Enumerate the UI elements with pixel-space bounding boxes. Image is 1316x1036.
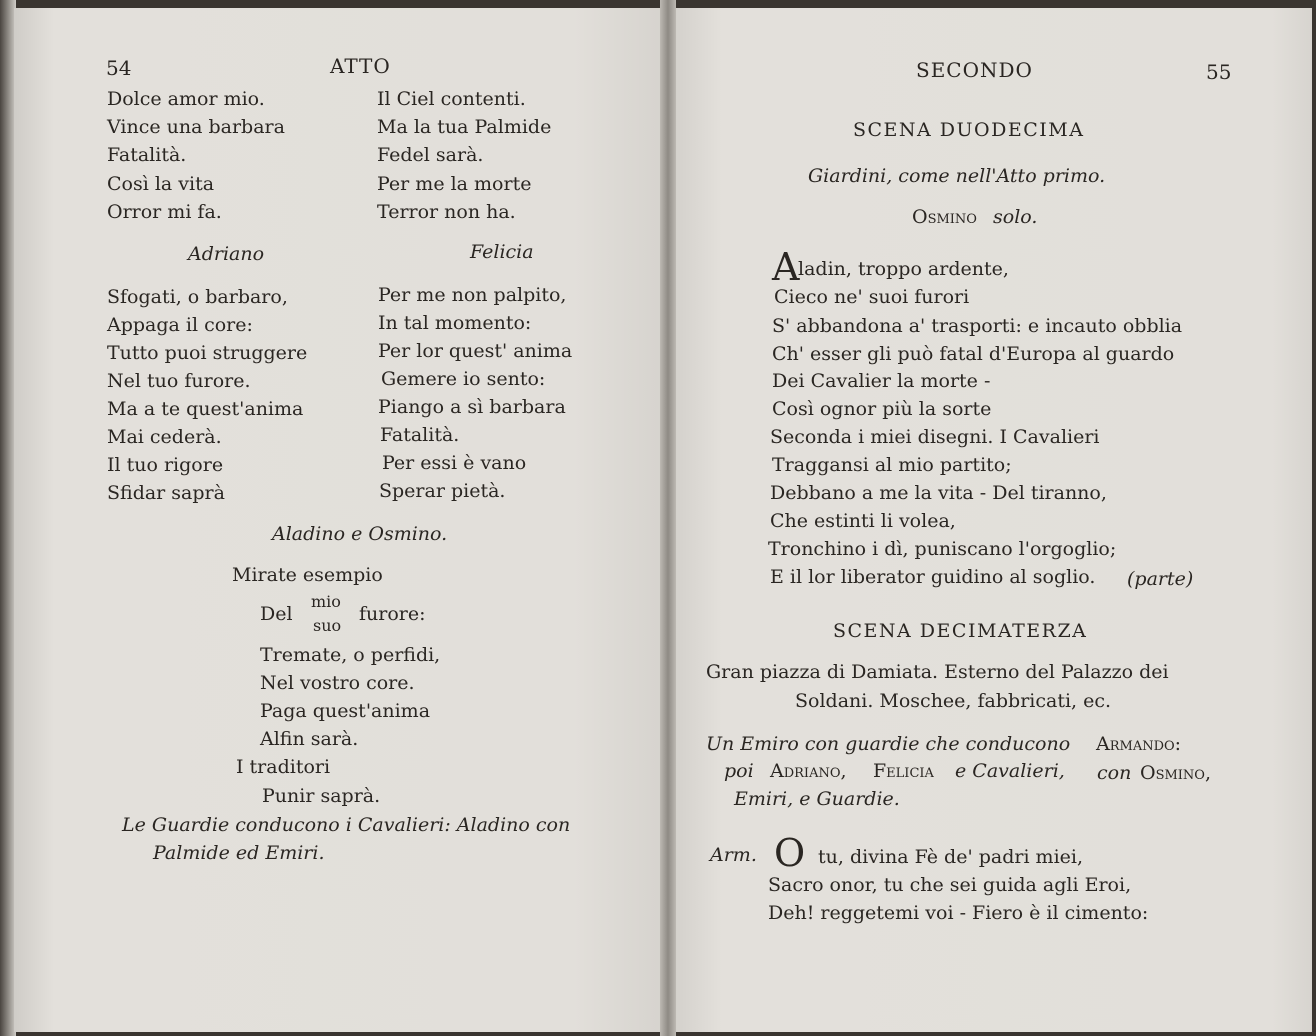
duet2-right-line: Gemere io sento: xyxy=(381,368,546,390)
duet1-left-line: Fatalità. xyxy=(107,144,187,166)
entrance-direction: Adriano, xyxy=(770,760,847,782)
monologue-line: E il lor liberator guidino al soglio. xyxy=(770,566,1096,588)
scene-12-character-note: solo. xyxy=(993,206,1038,228)
duet1-left-line: Così la vita xyxy=(107,173,215,195)
entrance-direction: con xyxy=(1097,762,1132,784)
scene-12-character: Osmino xyxy=(912,206,977,228)
duet2-right-line: Per essi è vano xyxy=(382,452,527,474)
arm-line: tu, divina Fè de' padri miei, xyxy=(818,846,1084,868)
chorus-line: Nel vostro core. xyxy=(260,672,415,694)
monologue-dropcap: A xyxy=(772,245,800,289)
entrance-direction: Emiri, e Guardie. xyxy=(734,788,900,810)
entrance-direction: poi xyxy=(724,760,754,782)
duet1-right-line: Ma la tua Palmide xyxy=(377,116,552,138)
monologue-line: Seconda i miei disegni. I Cavalieri xyxy=(770,426,1100,448)
monologue-line: Ch' esser gli può fatal d'Europa al guardo xyxy=(772,343,1175,365)
scene-12-setting: Giardini, come nell'Atto primo. xyxy=(808,165,1106,187)
monologue-line: Dei Cavalier la morte - xyxy=(772,370,991,392)
chorus-line: I traditori xyxy=(236,756,331,778)
monologue-line: Debbano a me la vita - Del tiranno, xyxy=(770,482,1107,504)
duet1-right-line: Fedel sarà. xyxy=(377,144,484,166)
duet2-right-line: Per me non palpito, xyxy=(378,284,567,306)
chorus-line: Mirate esempio xyxy=(232,564,383,586)
duet1-left-line: Vince una barbara xyxy=(107,116,285,138)
stage-heading: Aladino e Osmino. xyxy=(272,523,448,545)
arm-line: Deh! reggetemi voi - Fiero è il cimento: xyxy=(768,902,1149,924)
monologue-line: Così ognor più la sorte xyxy=(772,398,992,420)
entrance-direction: Osmino, xyxy=(1140,762,1212,784)
speaker-armando: Arm. xyxy=(710,844,757,866)
monologue-line: Cieco ne' suoi furori xyxy=(774,286,970,308)
stage-direction: Palmide ed Emiri. xyxy=(153,842,325,864)
duet1-right-line: Terror non ha. xyxy=(377,201,516,223)
duet2-left-line: Appaga il core: xyxy=(107,314,253,336)
page-number-right: 55 xyxy=(1206,60,1232,84)
duet2-right-line: Per lor quest' anima xyxy=(378,340,573,362)
duet2-right-line: In tal momento: xyxy=(378,312,532,334)
monologue-line: ladin, troppo ardente, xyxy=(798,258,1009,280)
scene-13-setting: Soldani. Moschee, fabbricati, ec. xyxy=(795,690,1112,712)
duet2-left-line: Il tuo rigore xyxy=(107,454,224,476)
speaker-felicia: Felicia xyxy=(470,241,534,263)
duet1-left-line: Dolce amor mio. xyxy=(107,88,265,110)
duet2-left-line: Tutto puoi struggere xyxy=(107,342,308,364)
stage-direction: Le Guardie conducono i Cavalieri: Aladino con xyxy=(122,814,571,836)
monologue-line: Traggansi al mio partito; xyxy=(772,454,1012,476)
duet2-left-line: Mai cederà. xyxy=(107,426,222,448)
page-number-left: 54 xyxy=(106,56,132,80)
arm-dropcap: O xyxy=(774,831,806,875)
duet2-right-line: Sperar pietà. xyxy=(379,480,506,502)
duet2-left-line: Sfidar saprà xyxy=(107,482,225,504)
chorus-line: Alfin sarà. xyxy=(260,728,359,750)
duet2-right-line: Piango a sì barbara xyxy=(378,396,566,418)
duet2-left-line: Ma a te quest'anima xyxy=(107,398,304,420)
duet2-right-line: Fatalità. xyxy=(380,424,460,446)
chorus-line: Paga quest'anima xyxy=(260,700,431,722)
duet2-left-line: Nel tuo furore. xyxy=(107,370,251,392)
arm-line: Sacro onor, tu che sei guida agli Eroi, xyxy=(768,874,1132,896)
scene-13-setting: Gran piazza di Damiata. Esterno del Palazzo dei xyxy=(706,661,1169,683)
monologue-line: Che estinti li volea, xyxy=(770,510,956,532)
entrance-direction: Armando: xyxy=(1096,733,1182,755)
duet1-right-line: Per me la morte xyxy=(377,173,532,195)
chorus-line: Punir saprà. xyxy=(262,785,381,807)
duet1-right-line: Il Ciel contenti. xyxy=(377,88,526,110)
chorus-mio: mio xyxy=(311,592,341,611)
running-head-right: SECONDO xyxy=(916,58,1033,82)
duet2-left-line: Sfogati, o barbaro, xyxy=(107,286,288,308)
book-gutter xyxy=(660,0,676,1036)
scene-12-title: SCENA DUODECIMA xyxy=(853,119,1085,141)
monologue-line: S' abbandona a' trasporti: e incauto obblia xyxy=(772,315,1183,337)
speaker-adriano: Adriano xyxy=(188,243,265,265)
scene-13-title: SCENA DECIMATERZA xyxy=(833,620,1088,642)
monologue-exit: (parte) xyxy=(1127,568,1194,590)
chorus-line: Tremate, o perfidi, xyxy=(260,644,441,666)
chorus-suo: suo xyxy=(313,616,342,635)
chorus-del: Del xyxy=(260,603,293,625)
chorus-furore: furore: xyxy=(359,603,426,625)
entrance-direction: e Cavalieri, xyxy=(955,760,1065,782)
monologue-line: Tronchino i dì, puniscano l'orgoglio; xyxy=(768,538,1117,560)
duet1-left-line: Orror mi fa. xyxy=(107,201,222,223)
entrance-direction: Un Emiro con guardie che conducono xyxy=(706,733,1071,755)
entrance-direction: Felicia xyxy=(873,760,934,782)
running-head-left: ATTO xyxy=(330,54,391,78)
